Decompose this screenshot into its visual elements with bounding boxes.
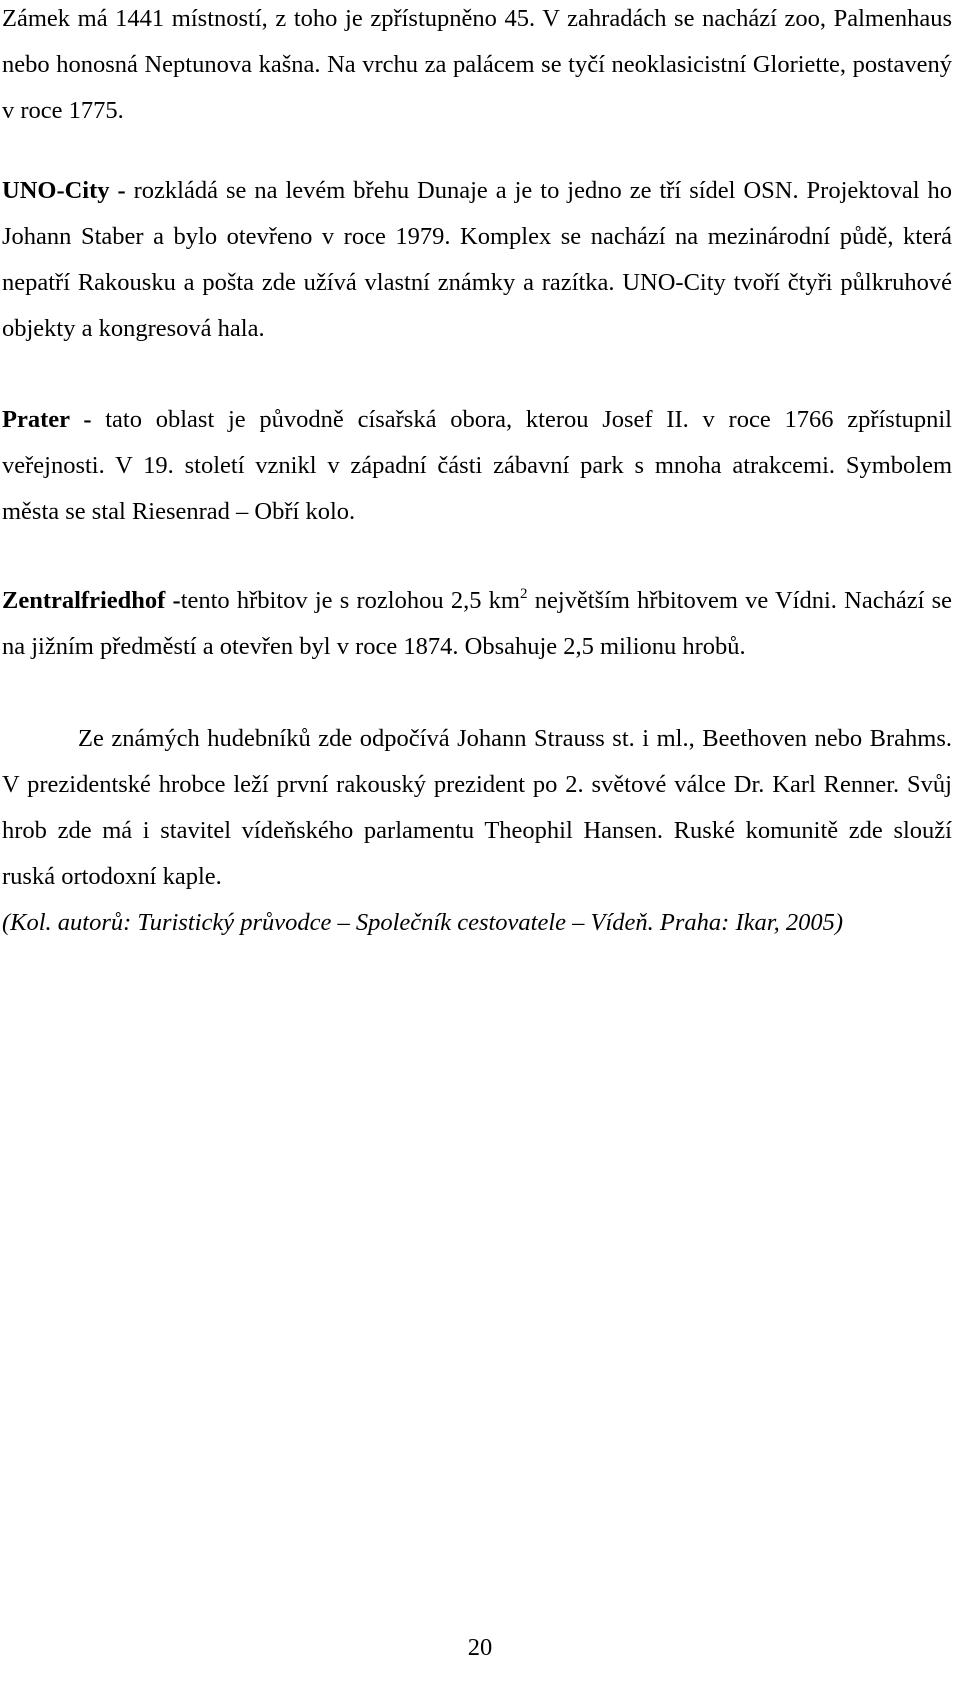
term-separator: -	[69, 406, 106, 433]
paragraph-uno-city-text: rozkládá se na levém břehu Dunaje a je to jedno ze tří sídel OSN. Projektoval ho Johann Staber a bylo otevřeno v roce 1979. Komplex se nachází na mezinárodní půdě, která nepatří Rakousku a pošta zde užívá vlastní známky a razítka. UNO-City tvoří čtyři půlkruhové objekty a kongresová hala.	[2, 177, 952, 342]
superscript-squared: 2	[519, 586, 528, 602]
term-separator: -	[109, 177, 134, 204]
citation	[2, 900, 952, 946]
paragraph-zentralfriedhof-text-a: tento hřbitov je s rozlohou 2,5 km	[180, 587, 520, 614]
paragraph-schonbrunn-text: Zámek má 1441 místností, z toho je zpřístupněno 45. V zahradách se nachází zoo, Palmenhaus nebo honosná Neptunova kašna. Na vrchu za palácem se tyčí neoklasicistní Gloriette, postavený v roce 1775.	[2, 5, 952, 124]
paragraph-prater-text: tato oblast je původně císařská obora, kterou Josef II. v roce 1766 zpřístupnil veřejnosti. V 19. století vznikl v západní části zábavní park s mnoha atrakcemi. Symbolem města se stal Riesenrad – Obří kolo.	[2, 406, 952, 525]
page-number: 20	[467, 1634, 493, 1661]
term-zentralfriedhof: Zentralfriedhof -	[2, 587, 181, 614]
citation-text: (Kol. autorů: Turistický průvodce – Společník cestovatele – Vídeň. Praha: Ikar, 2005)	[2, 909, 843, 936]
paragraph-uno-city	[2, 168, 952, 352]
paragraph-musicians	[2, 716, 952, 900]
paragraph-schonbrunn	[2, 0, 952, 134]
term-uno-city: UNO-City	[2, 177, 110, 204]
term-prater: Prater	[2, 406, 70, 433]
paragraph-zentralfriedhof	[2, 578, 952, 670]
paragraph-prater	[2, 397, 952, 535]
paragraph-musicians-text: Ze známých hudebníků zde odpočívá Johann Strauss st. i ml., Beethoven nebo Brahms. V prezidentské hrobce leží první rakouský prezident po 2. světové válce Dr. Karl Renner. Svůj hrob zde má i stavitel vídeňského parlamentu Theophil Hansen. Ruské komunitě zde slouží ruská ortodoxní kaple.	[2, 725, 952, 890]
paragraph-zentralfriedhof-text-b: největším hřbitovem ve Vídni. Nachází se na jižním předměstí a otevřen byl v roce 1874. Obsahuje 2,5 milionu hrobů.	[2, 587, 953, 660]
